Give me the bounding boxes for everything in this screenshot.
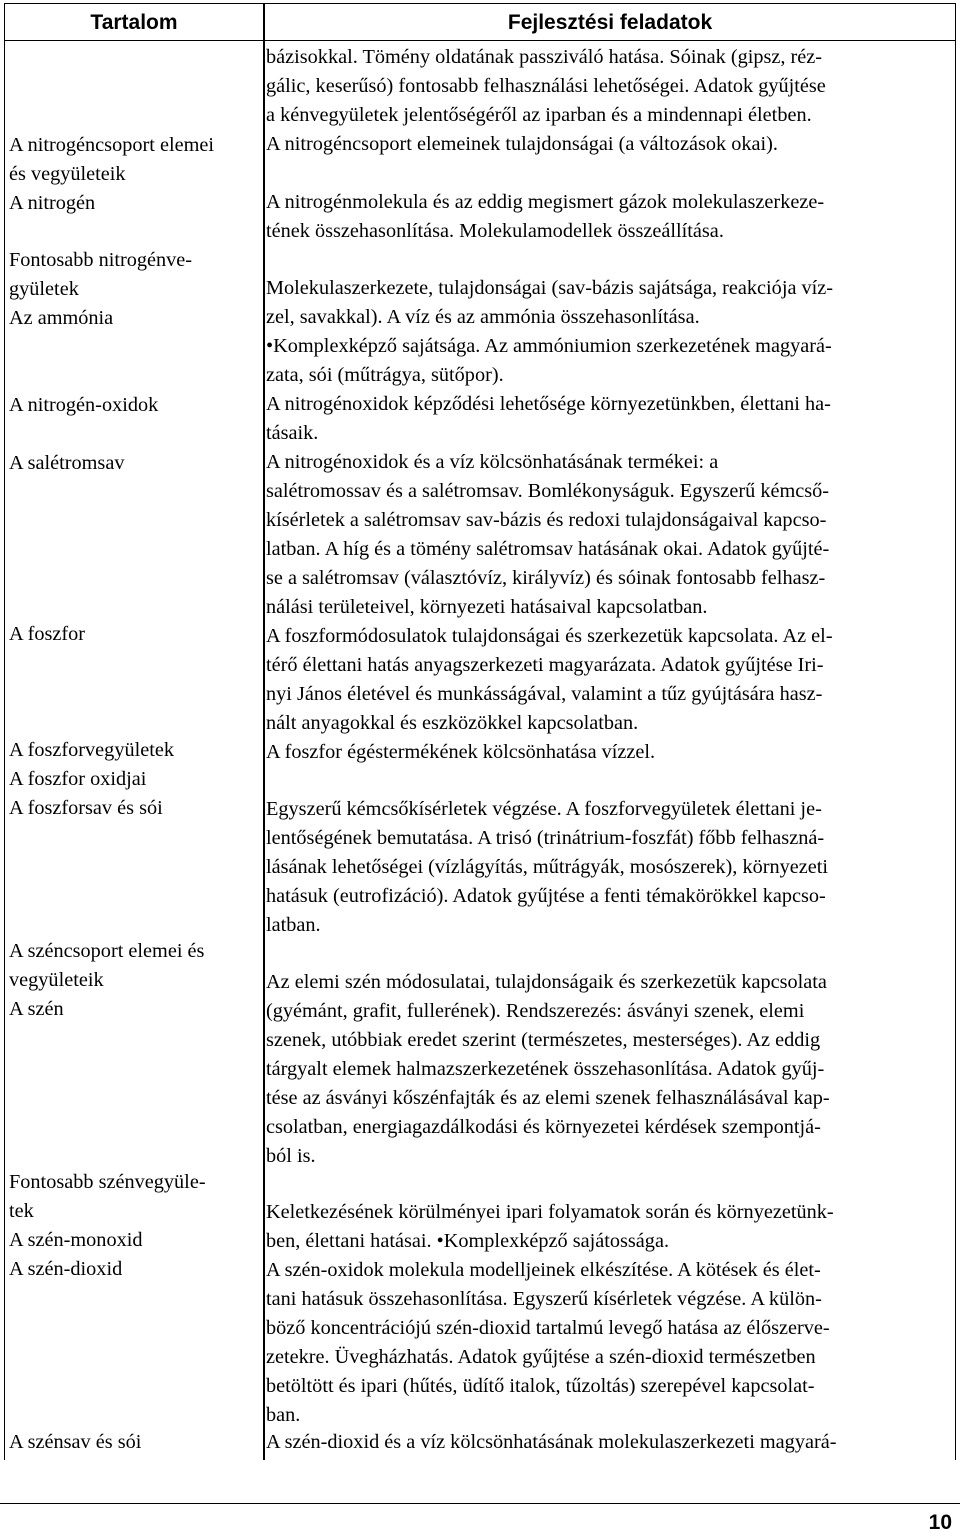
task-line: zel, savakkal). A víz és az ammónia összehasonlítása. (266, 306, 700, 328)
task-line: kísérletek a salétromsav sav-bázis és redoxi tulajdonságaival kapcso- (266, 509, 827, 531)
task-line: bázisokkal. Tömény oldatának passziváló hatása. Sóinak (gipsz, réz- (266, 46, 823, 68)
topic-line: Fontosabb nitrogénve- (9, 249, 193, 271)
task-line: hatásuk (eutrofizáció). Adatok gyűjtése a fenti témakörökkel kapcso- (266, 885, 826, 907)
task-line: A nitrogénoxidok képződési lehetősége környezetünkben, élettani ha- (266, 393, 831, 415)
topic-line: A szénsav és sói (9, 1431, 142, 1453)
topic-line: A szén-dioxid (9, 1258, 123, 1280)
task-line: zetekre. Üvegházhatás. Adatok gyűjtése a szén-dioxid természetben (266, 1346, 816, 1368)
task-line: salétromossav és a salétromsav. Bomlékonyságuk. Egyszerű kémcső- (266, 480, 830, 502)
task-line: lásának lehetőségei (vízlágyítás, műtrágyák, mosószerek), környezeti (266, 856, 829, 878)
table-header (5, 3, 955, 41)
task-line: csolatban, energiagazdálkodási és környezetei kérdések szempontjá- (266, 1116, 821, 1138)
topic-line: vegyületeik (9, 969, 104, 991)
task-line: gálic, keserűsó) fontosabb felhasználási lehetőségei. Adatok gyűjtése (266, 75, 826, 97)
topic-line: A szén (9, 998, 64, 1020)
topic-line: A nitrogén-oxidok (9, 394, 159, 416)
task-line: Keletkezésének körülményei ipari folyamatok során és környezetünk- (266, 1201, 834, 1223)
task-line: Molekulaszerkezete, tulajdonságai (sav-bázis sajátsága, reakciója víz- (266, 277, 834, 299)
task-line: A nitrogénmolekula és az eddig megismert gázok molekulaszerkeze- (266, 191, 825, 213)
task-line: •Komplexképző sajátsága. Az ammóniumion szerkezetének magyará- (266, 335, 832, 357)
task-line: ben, élettani hatásai. •Komplexképző sajátossága. (266, 1230, 670, 1252)
topic-line: A szén-monoxid (9, 1229, 143, 1251)
task-line: betöltött és ipari (hűtés, üdítő italok, tűzoltás) szerepével kapcsolat- (266, 1375, 815, 1397)
topic-line: A foszforvegyületek (9, 739, 175, 761)
topic-line: A foszforsav és sói (9, 797, 163, 819)
topic-line: A foszfor oxidjai (9, 768, 147, 790)
task-line: latban. (266, 914, 321, 936)
topic-line: A salétromsav (9, 452, 125, 474)
topic-line: Fontosabb szénvegyüle- (9, 1171, 206, 1193)
task-line: A foszfor égéstermékének kölcsönhatása vízzel. (266, 741, 656, 763)
topic-line: gyületek (9, 278, 79, 300)
task-line: se a salétromsav (választóvíz, királyvíz) és sóinak fontosabb felhasz- (266, 567, 826, 589)
task-line: lentőségének bemutatása. A trisó (trinátrium-foszfát) főbb felhaszná- (266, 827, 825, 849)
column-divider (263, 3, 265, 1460)
footer-rule (0, 1503, 960, 1504)
task-line: tése az ásványi kőszénfajták és az elemi szenek felhasználásával kap- (266, 1087, 830, 1109)
task-line: latban. A híg és a tömény salétromsav hatásának okai. Adatok gyűjté- (266, 538, 830, 560)
task-line: nálási területeivel, környezeti hatásaival kapcsolatban. (266, 596, 708, 618)
topic-line: A nitrogéncsoport elemei (9, 134, 215, 156)
task-line: A nitrogénoxidok és a víz kölcsönhatásának termékei: a (266, 451, 719, 473)
topic-line: A széncsoport elemei és (9, 940, 205, 962)
topic-line: tek (9, 1200, 34, 1222)
task-line: szenek, utóbbiak eredet szerint (természetes, mesterséges). Az eddig (266, 1029, 821, 1051)
task-line: A foszformódosulatok tulajdonságai és szerkezetük kapcsolata. Az el- (266, 625, 833, 647)
task-line: tani hatásuk összehasonlítása. Egyszerű kísérletek végzése. A külön- (266, 1288, 822, 1310)
task-line: a kénvegyületek jelentőségéről az iparban és a mindennapi életben. (266, 104, 812, 126)
task-line: nyi János életével és munkásságával, valamint a tűz gyújtására hasz- (266, 683, 823, 705)
task-line: A szén-dioxid és a víz kölcsönhatásának molekulaszerkezeti magyará- (266, 1431, 837, 1453)
topic-line: és vegyületeik (9, 163, 126, 185)
task-line: Az elemi szén módosulatai, tulajdonságaik és szerkezetük kapcsolata (266, 971, 827, 993)
task-line: (gyémánt, grafit, fullerének). Rendszerezés: ásványi szenek, elemi (266, 1000, 805, 1022)
header-fejlesztesi-feladatok: Fejlesztési feladatok (507, 11, 713, 34)
task-line: nált anyagokkal és eszközökkel kapcsolatban. (266, 712, 639, 734)
task-line: tárgyalt elemek halmazszerkezetének összehasonlítása. Adatok gyűj- (266, 1058, 825, 1080)
task-line: térő élettani hatás anyagszerkezeti magyarázata. Adatok gyűjtése Iri- (266, 654, 824, 676)
header-tartalom: Tartalom (90, 11, 178, 34)
task-line: tásaik. (266, 422, 319, 444)
page-number: 10 (928, 1511, 952, 1534)
topic-line: Az ammónia (9, 307, 114, 329)
task-line: tének összehasonlítása. Molekulamodellek összeállítása. (266, 220, 724, 242)
task-line: A szén-oxidok molekula modelljeinek elkészítése. A kötések és élet- (266, 1259, 821, 1281)
task-line: A nitrogéncsoport elemeinek tulajdonságai (a változások okai). (266, 133, 778, 155)
task-line: Egyszerű kémcsőkísérletek végzése. A foszforvegyületek élettani je- (266, 798, 822, 820)
task-line: zata, sói (műtrágya, sütőpor). (266, 364, 504, 386)
task-line: ban. (266, 1404, 301, 1426)
task-line: ból is. (266, 1145, 316, 1167)
topic-line: A foszfor (9, 623, 86, 645)
task-line: böző koncentrációjú szén-dioxid tartalmú levegő hatása az élőszerve- (266, 1317, 830, 1339)
topic-line: A nitrogén (9, 192, 96, 214)
